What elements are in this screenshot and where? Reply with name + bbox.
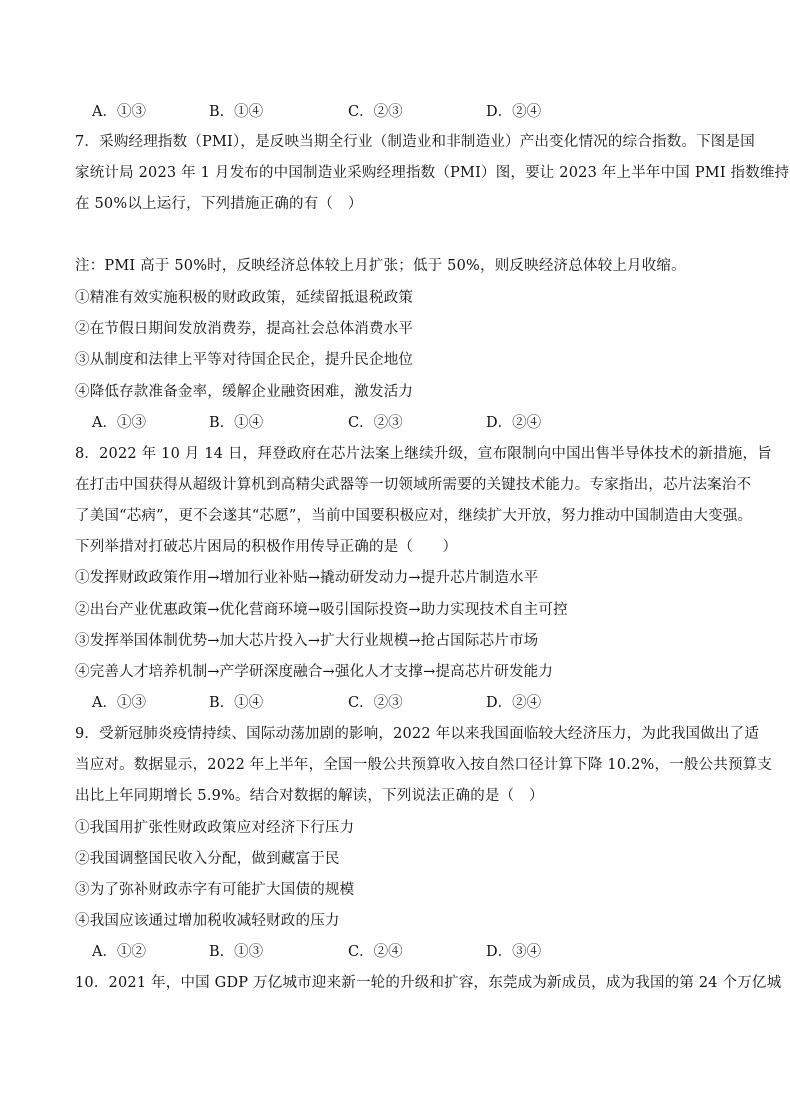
q7-stem-line: 在 50%以上运行，下列措施正确的有（ ）: [75, 196, 363, 212]
q7-item: ③从制度和法律上平等对待国企民企，提升民企地位: [75, 352, 414, 368]
option-a[interactable]: A．①③: [92, 104, 146, 120]
option-a[interactable]: A．①③: [92, 695, 146, 711]
q10-stem-line: 10．2021 年，中国 GDP 万亿城市迎来新一轮的升级和扩容，东莞成为新成员，成为我国的第 24 个万亿城: [75, 975, 782, 991]
q9-stem-line: 9．受新冠肺炎疫情持续、国际动荡加剧的影响，2022 年以来我国面临较大经济压力，为此我国做出了适: [75, 726, 760, 742]
option-d[interactable]: D．②④: [486, 415, 542, 431]
q9-stem-line: 当应对。数据显示，2022 年上半年，全国一般公共预算收入按自然口径计算下降 10.2%，一般公共预算支: [75, 757, 773, 773]
option-a[interactable]: A．①②: [92, 944, 146, 960]
option-b[interactable]: B．①③: [209, 944, 264, 960]
option-c[interactable]: C．②③: [348, 695, 403, 711]
option-c[interactable]: C．②③: [348, 104, 403, 120]
option-c[interactable]: C．②③: [348, 415, 403, 431]
q8-stem-line: 8．2022 年 10 月 14 日，拜登政府在芯片法案上继续升级，宣布限制向中国出售半导体技术的新措施，旨: [75, 446, 772, 462]
q8-item: ②出台产业优惠政策→优化营商环境→吸引国际投资→助力实现技术自主可控: [75, 602, 568, 618]
option-d[interactable]: D．③④: [486, 944, 542, 960]
q7-item: ①精准有效实施积极的财政政策，延续留抵退税政策: [75, 290, 414, 306]
q7-stem-line: 家统计局 2023 年 1 月发布的中国制造业采购经理指数（PMI）图，要让 2023 年上半年中国 PMI 指数维持: [75, 165, 790, 181]
q9-item: ②我国调整国民收入分配，做到藏富于民: [75, 851, 340, 867]
option-b[interactable]: B．①④: [209, 104, 264, 120]
option-d[interactable]: D．②④: [486, 695, 542, 711]
q9-item: ①我国用扩张性财政政策应对经济下行压力: [75, 820, 355, 836]
q8-item: ④完善人才培养机制→产学研深度融合→强化人才支撑→提高芯片研发能力: [75, 664, 554, 680]
q8-stem-line: 了美国“芯病”，更不会遂其“芯愿”，当前中国要积极应对，继续扩大开放，努力推动中国制造由大变强。: [75, 508, 753, 524]
option-d[interactable]: D．②④: [486, 104, 542, 120]
q7-stem-line: 7．采购经理指数（PMI），是反映当期全行业（制造业和非制造业）产出变化情况的综合指数。下图是国: [75, 134, 755, 150]
q8-stem-line: 下列举措对打破芯片困局的积极作用传导正确的是（ ）: [75, 539, 458, 555]
q9-item: ④我国应该通过增加税收减轻财政的压力: [75, 913, 340, 929]
q7-note: 注：PMI 高于 50%时，反映经济总体较上月扩张；低于 50%，则反映经济总体较上月收缩。: [75, 258, 686, 274]
q7-item: ④降低存款准备金率，缓解企业融资困难，激发活力: [75, 384, 414, 400]
q8-item: ①发挥财政政策作用→增加行业补贴→撬动研发动力→提升芯片制造水平: [75, 570, 539, 586]
option-c[interactable]: C．②④: [348, 944, 403, 960]
q7-item: ②在节假日期间发放消费券，提高社会总体消费水平: [75, 321, 414, 337]
option-b[interactable]: B．①④: [209, 415, 264, 431]
option-b[interactable]: B．①④: [209, 695, 264, 711]
q9-item: ③为了弥补财政赤字有可能扩大国债的规模: [75, 882, 355, 898]
q9-stem-line: 出比上年同期增长 5.9%。结合对数据的解读，下列说法正确的是（ ）: [75, 788, 544, 804]
option-a[interactable]: A．①③: [92, 415, 146, 431]
q8-item: ③发挥举国体制优势→加大芯片投入→扩大行业规模→抢占国际芯片市场: [75, 633, 539, 649]
q8-stem-line: 在打击中国获得从超级计算机到高精尖武器等一切领域所需要的关键技术能力。专家指出，芯片法案治不: [75, 477, 752, 493]
